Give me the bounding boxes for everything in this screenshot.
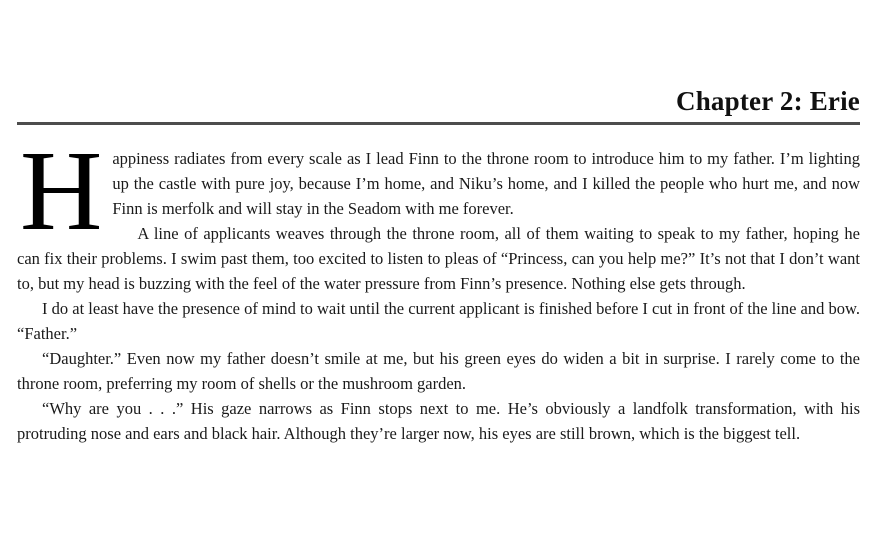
paragraph-4: “Daughter.” Even now my father doesn’t smile at me, but his green eyes do widen a bit in surprise. I rarely come to the throne room, preferring my room of shells or the mushroom garden. <box>17 349 860 393</box>
paragraph-2: A line of applicants weaves through the throne room, all of them waiting to speak to my father, hoping he can fix their problems. I swim past them, too excited to listen to pleas of “Princess, can you help me?” It’s not that I don’t want to, but my head is buzzing with the feel of the water pressure from Finn’s presence. Nothing else gets through. <box>17 224 860 293</box>
chapter-text <box>17 127 860 446</box>
chapter-divider <box>17 122 860 125</box>
paragraph-1 <box>17 127 860 254</box>
paragraph-3: I do at least have the presence of mind to wait until the current applicant is finished before I cut in front of the line and bow. “Father.” <box>17 299 860 343</box>
drop-cap: H <box>20 127 103 254</box>
paragraph-1-text: appiness radiates from every scale as I lead Finn to the throne room to introduce him to my father. I’m lighting up the castle with pure joy, because I’m home, and Niku’s home, and I killed the people who hurt me, and now Finn is merfolk and will stay in the Seadom with me forever. <box>112 149 860 218</box>
chapter-title: Chapter 2: Erie <box>676 86 860 116</box>
paragraph-5: “Why are you . . .” His gaze narrows as Finn stops next to me. He’s obviously a landfolk transformation, with his protruding nose and ears and black hair. Although they’re larger now, his eyes are still brown, which is the biggest tell. <box>17 399 860 443</box>
chapter-header <box>17 86 860 125</box>
